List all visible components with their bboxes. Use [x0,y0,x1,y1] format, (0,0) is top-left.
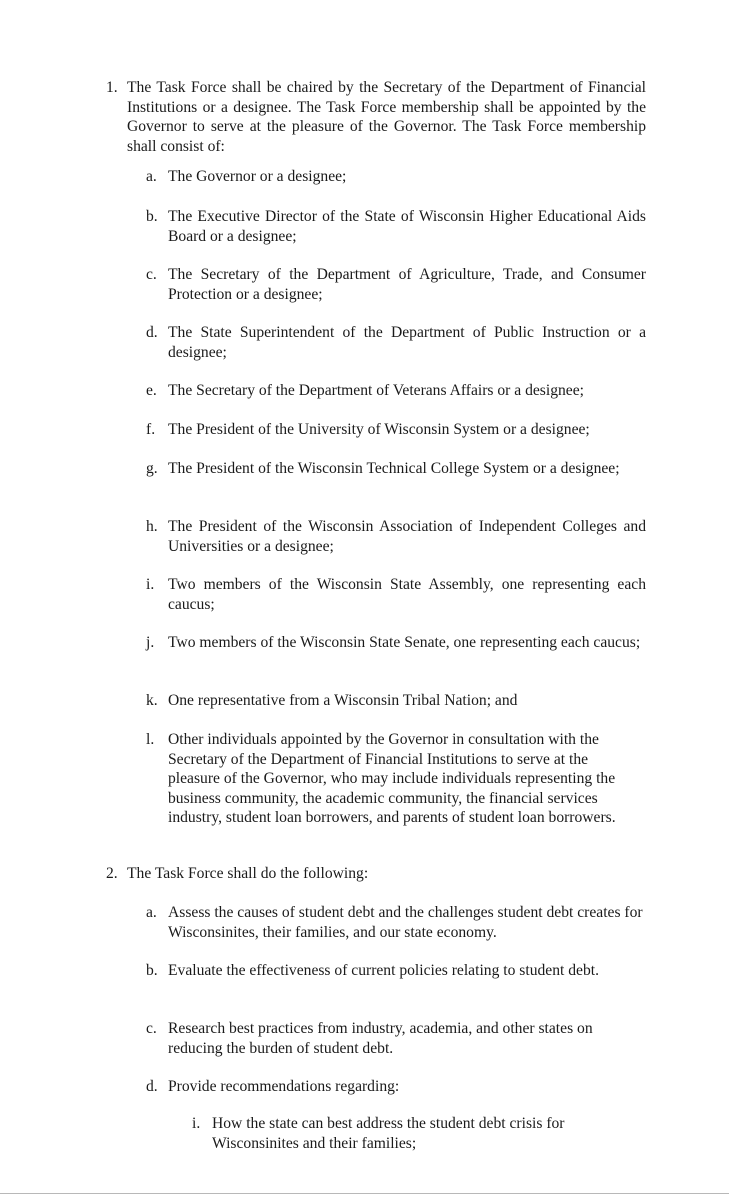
item-marker: c. [146,266,157,283]
page-bottom-edge [0,1193,729,1194]
item-marker: g. [146,460,158,477]
item-text: The State Superintendent of the Department of Public Instruction or a designee; [168,324,646,361]
item-text: The President of the University of Wisconsin System or a designee; [168,421,590,438]
item-marker: i. [192,1115,201,1132]
item-marker: e. [146,382,157,399]
item-text: How the state can best address the student debt crisis for Wisconsinites and their families; [212,1115,565,1152]
item-text: Evaluate the effectiveness of current policies relating to student debt. [168,962,599,979]
item-text: The Secretary of the Department of Veterans Affairs or a designee; [168,382,584,399]
item-marker: c. [146,1020,157,1037]
item-marker: h. [146,518,158,535]
item-text: The President of the Wisconsin Technical College System or a designee; [168,460,620,477]
item-text: One representative from a Wisconsin Tribal Nation; and [168,692,518,709]
item-marker: j. [146,634,155,651]
item-marker: 2. [106,865,118,882]
item-marker: i. [146,576,155,593]
item-marker: a. [146,904,157,921]
item-text: Two members of the Wisconsin State Senate, one representing each caucus; [168,634,641,651]
item-text: Other individuals appointed by the Governor in consultation with the Secretary of the Department of Financial Institutions to serve at the pleasure of the Governor, who may include individuals representing the business community, the academic community, the financial services industry, student loan borrowers, and parents of student loan borrowers. [168,731,616,826]
item-marker: b. [146,962,158,979]
item-marker: 1. [106,79,118,96]
item-marker: k. [146,692,158,709]
item-text: The Task Force shall be chaired by the Secretary of the Department of Financial Institutions or a designee. The Task Force membership shall be appointed by the Governor to serve at the pleasure of the Governor. The Task Force membership shall consist of: [127,79,646,155]
item-text: The Task Force shall do the following: [127,865,369,882]
item-marker: f. [146,421,156,438]
item-marker: l. [146,731,155,748]
item-text: Provide recommendations regarding: [168,1078,400,1095]
item-text: Two members of the Wisconsin State Assembly, one representing each caucus; [168,576,646,613]
item-marker: d. [146,324,158,341]
item-text: The Governor or a designee; [168,168,347,185]
item-marker: b. [146,208,158,225]
item-text: The Executive Director of the State of Wisconsin Higher Educational Aids Board or a designee; [168,208,646,245]
item-text: The President of the Wisconsin Association of Independent Colleges and Universities or a designee; [168,518,646,555]
item-marker: a. [146,168,157,185]
item-text: Assess the causes of student debt and the challenges student debt creates for Wisconsinites, their families, and our state economy. [168,904,643,941]
item-marker: d. [146,1078,158,1095]
item-text: Research best practices from industry, academia, and other states on reducing the burden of student debt. [168,1020,593,1057]
item-text: The Secretary of the Department of Agriculture, Trade, and Consumer Protection or a designee; [168,266,646,303]
